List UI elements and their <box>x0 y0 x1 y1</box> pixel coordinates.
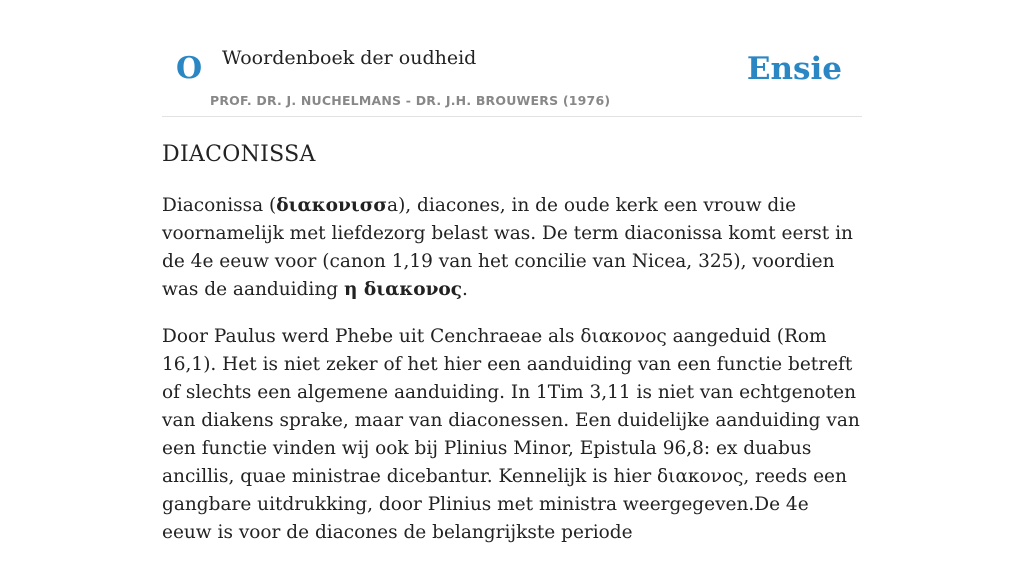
book-title-link[interactable]: Woordenboek der oudheid <box>222 47 477 69</box>
header <box>162 0 862 117</box>
text-span: a), diacones, in de oude kerk een vrouw die voornamelijk met liefdezorg belast was. De term diaconissa komt eerst in de 4e eeuw voor (canon 1,19 van het concilie van Nicea, 325), voordien was de aanduiding <box>162 195 853 300</box>
ensie-logo-link[interactable]: Ensie <box>746 51 842 87</box>
entry-content <box>162 192 862 566</box>
authors-line: PROF. DR. J. NUCHELMANS - DR. J.H. BROUWERS (1976) <box>210 93 611 108</box>
greek-term-bold: η διακονος <box>343 279 463 300</box>
paragraph-1 <box>162 192 862 304</box>
text-span: Diaconissa ( <box>162 195 277 216</box>
greek-term-bold: διακονισσ <box>276 195 388 216</box>
letter-index-link[interactable]: O <box>176 51 203 86</box>
text-span: . <box>462 279 468 300</box>
paragraph-2: Door Paulus werd Phebe uit Cenchraeae als διακονος aangeduid (Rom 16,1). Het is niet zeker of het hier een aanduiding van een functie betreft of slechts een algemene aanduiding. In 1Tim 3,11 is niet van echtgenoten van diakens sprake, maar van diaconessen. Een duidelijke aanduiding van een functie vinden wij ook bij Plinius Minor, Epistula 96,8: ex duabus ancillis, quae ministrae dicebantur. Kennelijk is hier διακονος, reeds een gangbare uitdrukking, door Plinius met ministra weergegeven.De 4e eeuw is voor de diacones de belangrijkste periode <box>162 326 860 543</box>
entry-title: DIACONISSA <box>162 142 316 167</box>
